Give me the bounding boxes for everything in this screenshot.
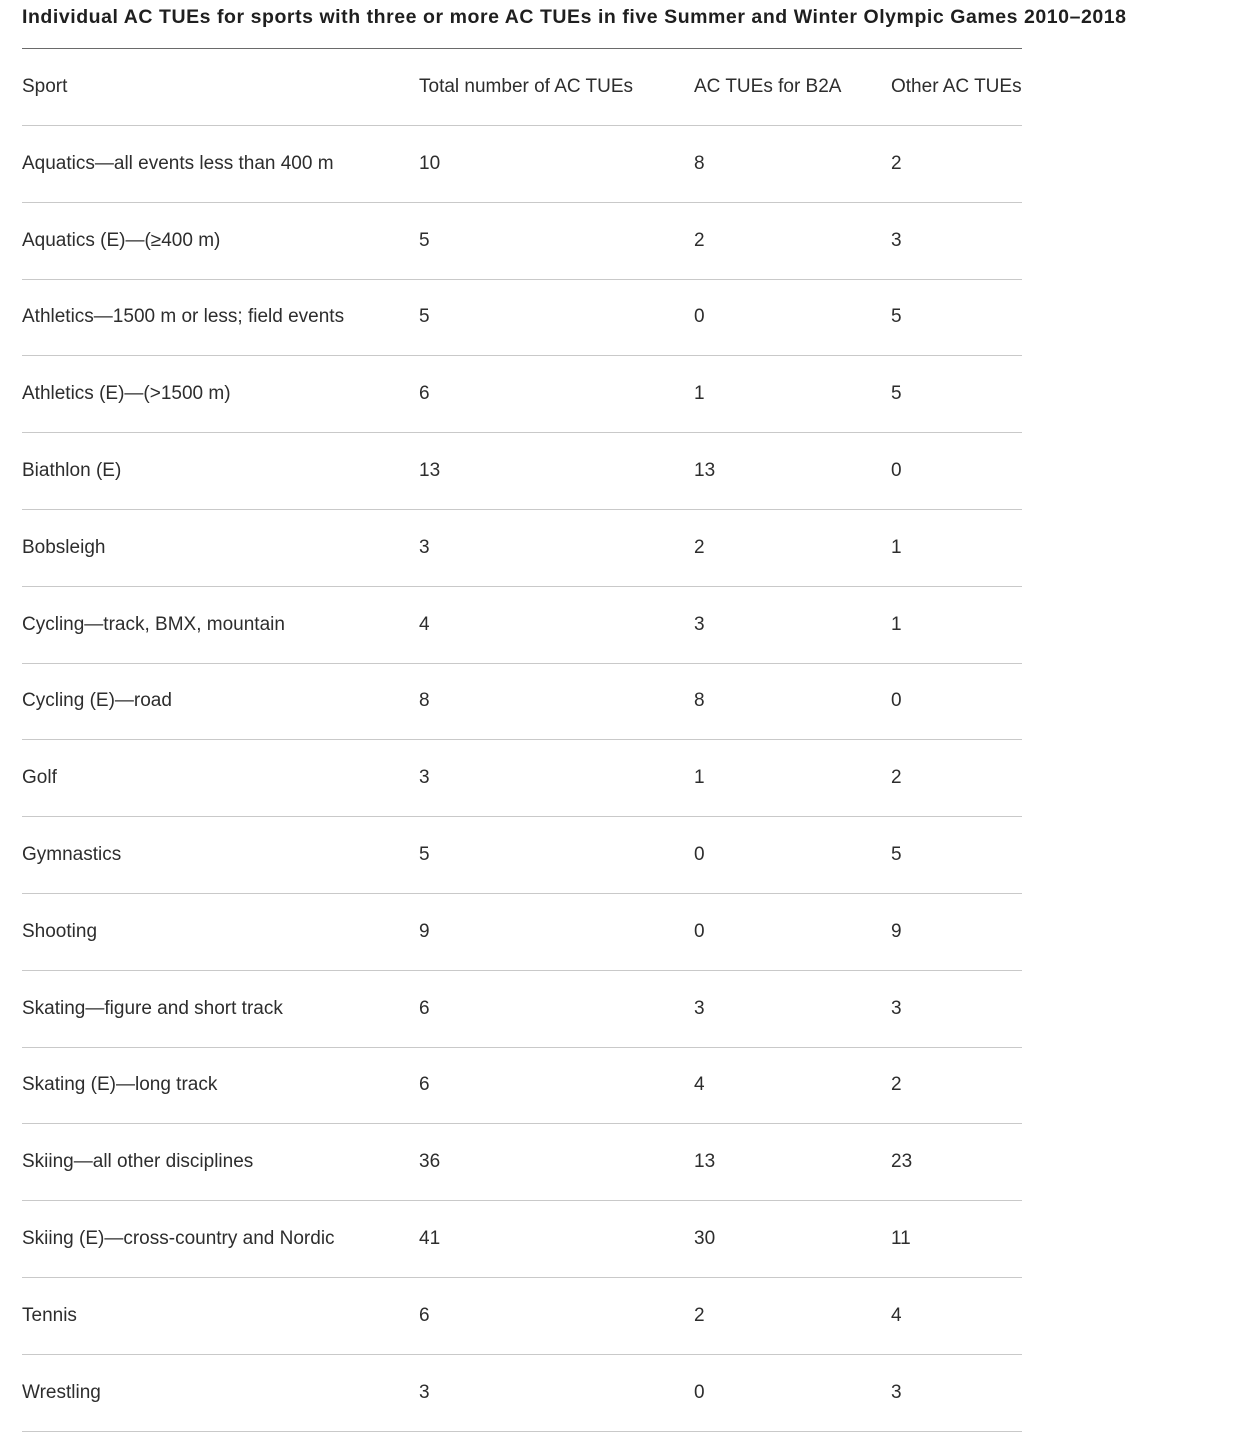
cell-sport: Tennis — [22, 1277, 419, 1354]
cell-total: 13 — [419, 433, 694, 510]
cell-sport: Biathlon (E) — [22, 433, 419, 510]
header-row — [22, 49, 1022, 126]
header-other: Other AC TUEs — [891, 49, 1022, 126]
cell-other: 0 — [891, 433, 1022, 510]
cell-b2a: 3 — [694, 586, 891, 663]
header-b2a: AC TUEs for B2A — [694, 49, 891, 126]
cell-total: 6 — [419, 970, 694, 1047]
cell-other: 3 — [891, 970, 1022, 1047]
cell-sport: Cycling (E)—road — [22, 663, 419, 740]
cell-other: 2 — [891, 126, 1022, 203]
cell-total: 3 — [419, 509, 694, 586]
cell-other: 1 — [891, 509, 1022, 586]
cell-b2a: 3 — [694, 970, 891, 1047]
cell-other: 1 — [891, 586, 1022, 663]
cell-other: 9 — [891, 893, 1022, 970]
table-row — [22, 509, 1022, 586]
table-row — [22, 1277, 1022, 1354]
table-row — [22, 433, 1022, 510]
cell-b2a: 1 — [694, 356, 891, 433]
cell-b2a: 30 — [694, 1201, 891, 1278]
table-row — [22, 893, 1022, 970]
cell-b2a: 2 — [694, 202, 891, 279]
cell-sport: Skating (E)—long track — [22, 1047, 419, 1124]
cell-other: 11 — [891, 1201, 1022, 1278]
cell-total: 5 — [419, 202, 694, 279]
cell-total: 9 — [419, 893, 694, 970]
cell-total: 5 — [419, 817, 694, 894]
cell-total: 3 — [419, 740, 694, 817]
table-row — [22, 356, 1022, 433]
table-row — [22, 740, 1022, 817]
cell-sport: Wrestling — [22, 1354, 419, 1431]
cell-b2a: 1 — [694, 740, 891, 817]
cell-b2a: 0 — [694, 817, 891, 894]
cell-other: 23 — [891, 1124, 1022, 1201]
cell-other: 3 — [891, 202, 1022, 279]
header-total: Total number of AC TUEs — [419, 49, 694, 126]
cell-sport: Golf — [22, 740, 419, 817]
cell-total: 41 — [419, 1201, 694, 1278]
cell-other: 2 — [891, 1047, 1022, 1124]
table-row — [22, 1201, 1022, 1278]
cell-sport: Aquatics—all events less than 400 m — [22, 126, 419, 203]
table-row — [22, 1354, 1022, 1431]
cell-b2a: 4 — [694, 1047, 891, 1124]
cell-b2a: 2 — [694, 509, 891, 586]
table-body — [22, 126, 1022, 1432]
table-row — [22, 279, 1022, 356]
cell-sport: Athletics (E)—(>1500 m) — [22, 356, 419, 433]
cell-total: 3 — [419, 1354, 694, 1431]
cell-b2a: 2 — [694, 1277, 891, 1354]
ac-tue-table — [22, 49, 1022, 1432]
cell-b2a: 0 — [694, 1354, 891, 1431]
cell-total: 10 — [419, 126, 694, 203]
cell-total: 8 — [419, 663, 694, 740]
cell-other: 5 — [891, 356, 1022, 433]
cell-total: 4 — [419, 586, 694, 663]
cell-total: 6 — [419, 1277, 694, 1354]
cell-other: 0 — [891, 663, 1022, 740]
cell-sport: Skiing—all other disciplines — [22, 1124, 419, 1201]
header-sport: Sport — [22, 49, 419, 126]
cell-sport: Skating—figure and short track — [22, 970, 419, 1047]
cell-b2a: 0 — [694, 893, 891, 970]
cell-other: 5 — [891, 279, 1022, 356]
cell-other: 3 — [891, 1354, 1022, 1431]
table-row — [22, 970, 1022, 1047]
table-row — [22, 1047, 1022, 1124]
cell-sport: Shooting — [22, 893, 419, 970]
data-table-container — [22, 48, 1022, 1432]
cell-sport: Athletics—1500 m or less; field events — [22, 279, 419, 356]
table-row — [22, 663, 1022, 740]
cell-other: 5 — [891, 817, 1022, 894]
cell-b2a: 8 — [694, 126, 891, 203]
cell-total: 6 — [419, 1047, 694, 1124]
cell-sport: Gymnastics — [22, 817, 419, 894]
cell-other: 2 — [891, 740, 1022, 817]
cell-sport: Skiing (E)—cross-country and Nordic — [22, 1201, 419, 1278]
table-row — [22, 202, 1022, 279]
cell-sport: Aquatics (E)—(≥400 m) — [22, 202, 419, 279]
cell-total: 5 — [419, 279, 694, 356]
table-title: Individual AC TUEs for sports with three or more AC TUEs in five Summer and Winter Olympic Games 2010–2018 — [22, 6, 1127, 28]
cell-total: 6 — [419, 356, 694, 433]
cell-sport: Bobsleigh — [22, 509, 419, 586]
table-row — [22, 817, 1022, 894]
cell-other: 4 — [891, 1277, 1022, 1354]
table-row — [22, 126, 1022, 203]
table-row — [22, 1124, 1022, 1201]
cell-b2a: 0 — [694, 279, 891, 356]
cell-sport: Cycling—track, BMX, mountain — [22, 586, 419, 663]
cell-b2a: 8 — [694, 663, 891, 740]
cell-b2a: 13 — [694, 433, 891, 510]
cell-total: 36 — [419, 1124, 694, 1201]
table-row — [22, 586, 1022, 663]
cell-b2a: 13 — [694, 1124, 891, 1201]
